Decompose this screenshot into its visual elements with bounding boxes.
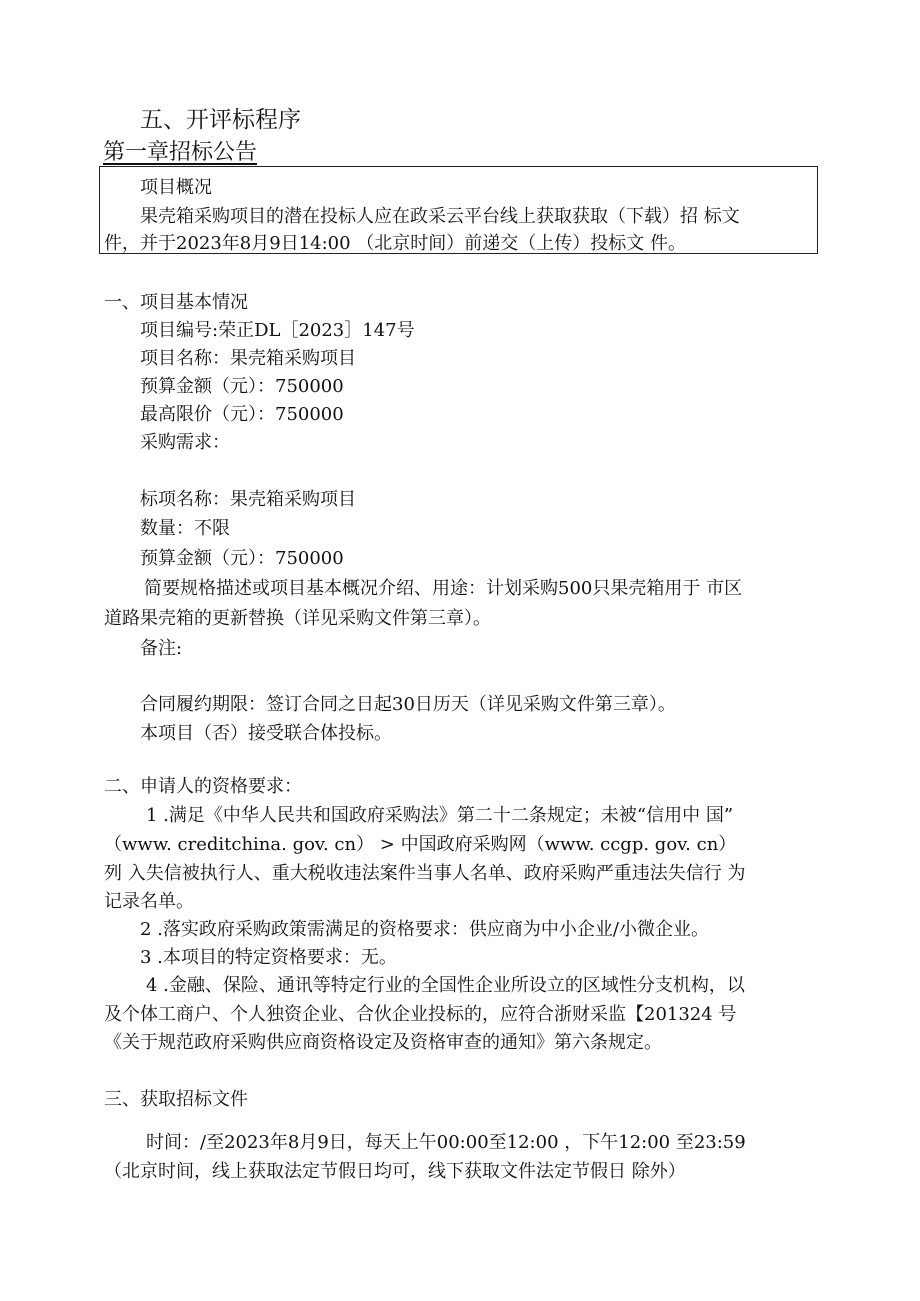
- qualification-item-1-line-4: 记录名单。: [104, 891, 194, 912]
- qualification-item-4-line-2: 及个体工商户、个人独资企业、合伙企业投标的，应符合浙财采监【201324 号: [104, 1004, 737, 1025]
- budget-amount: 预算金额（元）：750000: [140, 376, 344, 397]
- contract-period: 合同履约期限：签订合同之日起30日历天（详见采购文件第三章）。: [140, 694, 676, 715]
- qualification-item-1-line-1: 1 .满足《中华人民共和国政府采购法》第二十二条规定；未被“信用中 国”: [146, 805, 734, 826]
- lot-budget: 预算金额（元）：750000: [140, 548, 344, 569]
- section-3-title: 三、获取招标文件: [104, 1089, 248, 1110]
- qualification-item-2: 2 .落实政府采购政策需满足的资格要求：供应商为中小企业/小微企业。: [140, 919, 709, 940]
- procurement-demand-label: 采购需求：: [140, 432, 230, 453]
- brief-description-line-2: 道路果壳箱的更新替换（详见采购文件第三章）。: [104, 608, 491, 629]
- max-price: 最高限价（元）：750000: [140, 404, 344, 425]
- consortium-note: 本项目（否）接受联合体投标。: [140, 723, 392, 744]
- overview-title: 项目概况: [140, 177, 212, 198]
- qualification-item-1-line-2: （www. creditchina. gov. cn） > 中国政府采购网（www. ccgp. gov. cn）: [104, 834, 737, 855]
- section-2-title: 二、申请人的资格要求：: [104, 776, 302, 797]
- project-number: 项目编号:荣正DL［2023］147号: [140, 320, 415, 341]
- acquisition-time-line-1: 时间：/至2023年8月9日，每天上午00:00至12:00 ，下午12:00 至23:59: [146, 1132, 746, 1153]
- project-name: 项目名称：果壳箱采购项目: [140, 348, 356, 369]
- chapter-title: 第一章招标公告: [103, 140, 258, 165]
- brief-description-line-1: 简要规格描述或项目基本概况介绍、用途：计划采购500只果壳箱用于 市区: [144, 578, 743, 599]
- overview-line-1: 果壳箱采购项目的潜在投标人应在政采云平台线上获取获取（下载）招 标文: [140, 206, 740, 227]
- qualification-item-4-line-1: 4 .金融、保险、通讯等特定行业的全国性企业所设立的区域性分支机构，以: [146, 975, 745, 996]
- remark-label: 备注:: [140, 638, 183, 659]
- qualification-item-1-line-3: 列 入失信被执行人、重大税收违法案件当事人名单、政府采购严重违法失信行 为: [104, 863, 746, 884]
- acquisition-time-line-2: （北京时间，线上获取法定节假日均可，线下获取文件法定节假日 除外）: [104, 1161, 686, 1182]
- section-1-title: 一、项目基本情况: [104, 292, 248, 313]
- qualification-item-4-line-3: 《关于规范政府采购供应商资格设定及资格审查的通知》第六条规定。: [104, 1032, 662, 1053]
- qualification-item-3: 3 .本项目的特定资格要求：无。: [140, 947, 397, 968]
- lot-name: 标项名称：果壳箱采购项目: [140, 489, 356, 510]
- lot-quantity: 数量：不限: [140, 518, 230, 539]
- section-heading-procedure: 五、开评标程序: [140, 107, 301, 133]
- overview-line-2: 件，并于2023年8月9日14:00 （北京时间）前递交（上传）投标文 件。: [104, 233, 687, 254]
